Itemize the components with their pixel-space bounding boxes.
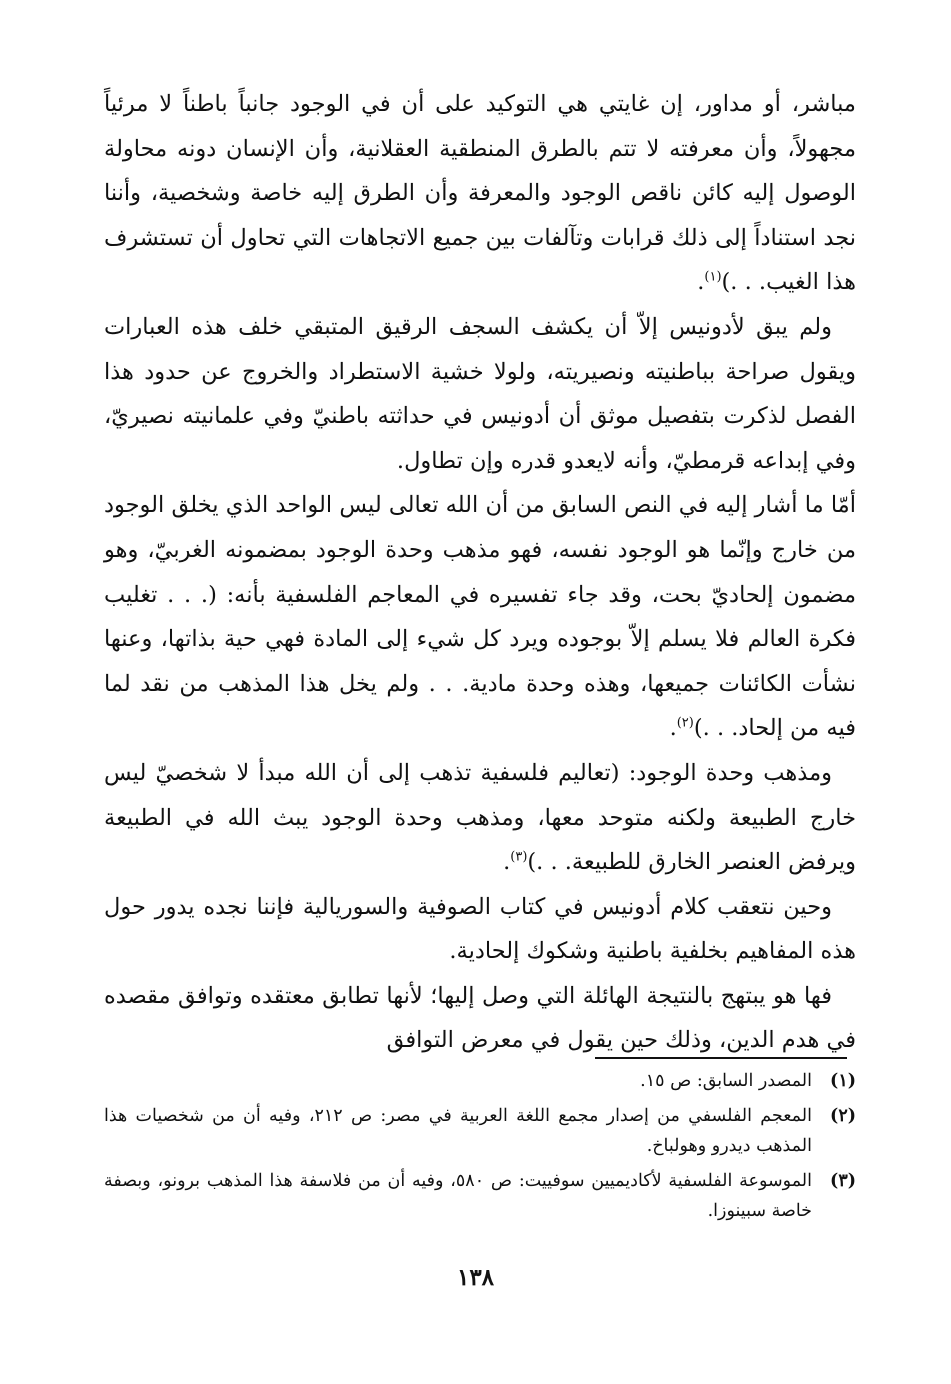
paragraph-1-tail: .	[697, 269, 705, 296]
paragraph-6	[104, 974, 856, 1063]
footnote-1	[104, 1066, 856, 1097]
footnote-3-number: (٣)	[830, 1170, 856, 1191]
footnote-3-text: الموسوعة الفلسفية لأكاديميين سوفييت: ص ٥٨٠، وفيه أن من فلاسفة هذا المذهب برونو، وبصفة خاصة سبينوزا.	[104, 1170, 813, 1221]
paragraph-4	[104, 751, 856, 885]
note-ref-2: (٢)	[676, 715, 694, 731]
footnote-1-text: المصدر السابق: ص ١٥.	[640, 1071, 812, 1091]
footnote-1-number: (١)	[830, 1071, 856, 1091]
footnote-2	[104, 1101, 856, 1162]
note-ref-1: (١)	[704, 269, 722, 285]
note-ref-3: (٣)	[510, 849, 528, 865]
footnote-separator	[595, 1057, 847, 1059]
paragraph-5	[104, 885, 856, 974]
page-body	[104, 82, 856, 1063]
footnotes	[104, 1066, 856, 1231]
paragraph-4-text: ومذهب وحدة الوجود: (تعاليم فلسفية تذهب إلى أن الله مبدأ لا شخصيّ ليس خارج الطبيعة ولكنه متوحد معها، ومذهب وحدة الوجود يبث الله في الطبيعة ويرفض العنصر الخارق للطبيعة. . .)	[104, 759, 856, 876]
paragraph-5-text: وحين نتعقب كلام أدونيس في كتاب الصوفية والسوريالية فإننا نجده يدور حول هذه المفاهيم بخلفية باطنية وشكوك إلحادية.	[104, 893, 856, 965]
paragraph-4-tail: .	[503, 849, 511, 876]
footnote-2-text: المعجم الفلسفي من إصدار مجمع اللغة العربية في مصر: ص ٢١٢، وفيه أن من شخصيات هذا المذهب ديدرو وهولباخ.	[104, 1105, 812, 1156]
footnote-3	[104, 1166, 856, 1227]
page-number: ١٣٨	[456, 1264, 495, 1291]
paragraph-2-text: ولم يبق لأدونيس إلاّ أن يكشف السجف الرقيق المتبقي خلف هذه العبارات ويقول صراحة بباطنيته ونصيريته، ولولا خشية الاستطراد والخروج عن حدود هذا الفصل لذكرت بتفصيل موثق أن أدونيس في حداثته باطنيّ وفي علمانيته نصيريّ، وفي إبداعه قرمطيّ، وأنه لايعدو قدره وإن تطاول.	[104, 313, 856, 474]
paragraph-3-text: أمّا ما أشار إليه في النص السابق من أن الله تعالى ليس الواحد الذي يخلق الوجود من خارج وإنّما هو الوجود نفسه، فهو مذهب وحدة الوجود بمضمونه الغربيّ، وهو مضمون إلحاديّ بحت، وقد جاء تفسيره في المعاجم الفلسفية بأنه: (. . . تغليب فكرة العالم فلا يسلم إلاّ بوجوده ويرد كل شيء إلى المادة فهي حية بذاتها، وعنها نشأت الكائنات جميعها، وهذه وحدة مادية. . . ولم يخل هذا المذهب من نقد لما فيه من إلحاد. . .)	[104, 492, 856, 742]
paragraph-1	[104, 82, 856, 305]
footnote-2-number: (٢)	[830, 1105, 856, 1126]
paragraph-1-text: مباشر، أو مداور، إن غايتي هي التوكيد على أن في الوجود جانباً باطناً لا مرئياً مجهولاً، وأن معرفته لا تتم بالطرق المنطقية العقلانية، وأن الإنسان دونه محاولة الوصول إليه كائن ناقص الوجود والمعرفة وأن الطرق إليه خاصة وشخصية، وأننا نجد استناداً إلى ذلك قرابات وتآلفات بين جميع الاتجاهات التي تحاول أن تستشرف هذا الغيب. . .)	[104, 91, 856, 296]
paragraph-3-tail: .	[669, 715, 677, 742]
paragraph-3	[104, 483, 856, 751]
paragraph-2	[104, 305, 856, 483]
paragraph-6-text: فها هو يبتهج بالنتيجة الهائلة التي وصل إليها؛ لأنها تطابق معتقده وتوافق مقصده في هدم الدين، وذلك حين يقول في معرض التوافق	[104, 982, 856, 1054]
